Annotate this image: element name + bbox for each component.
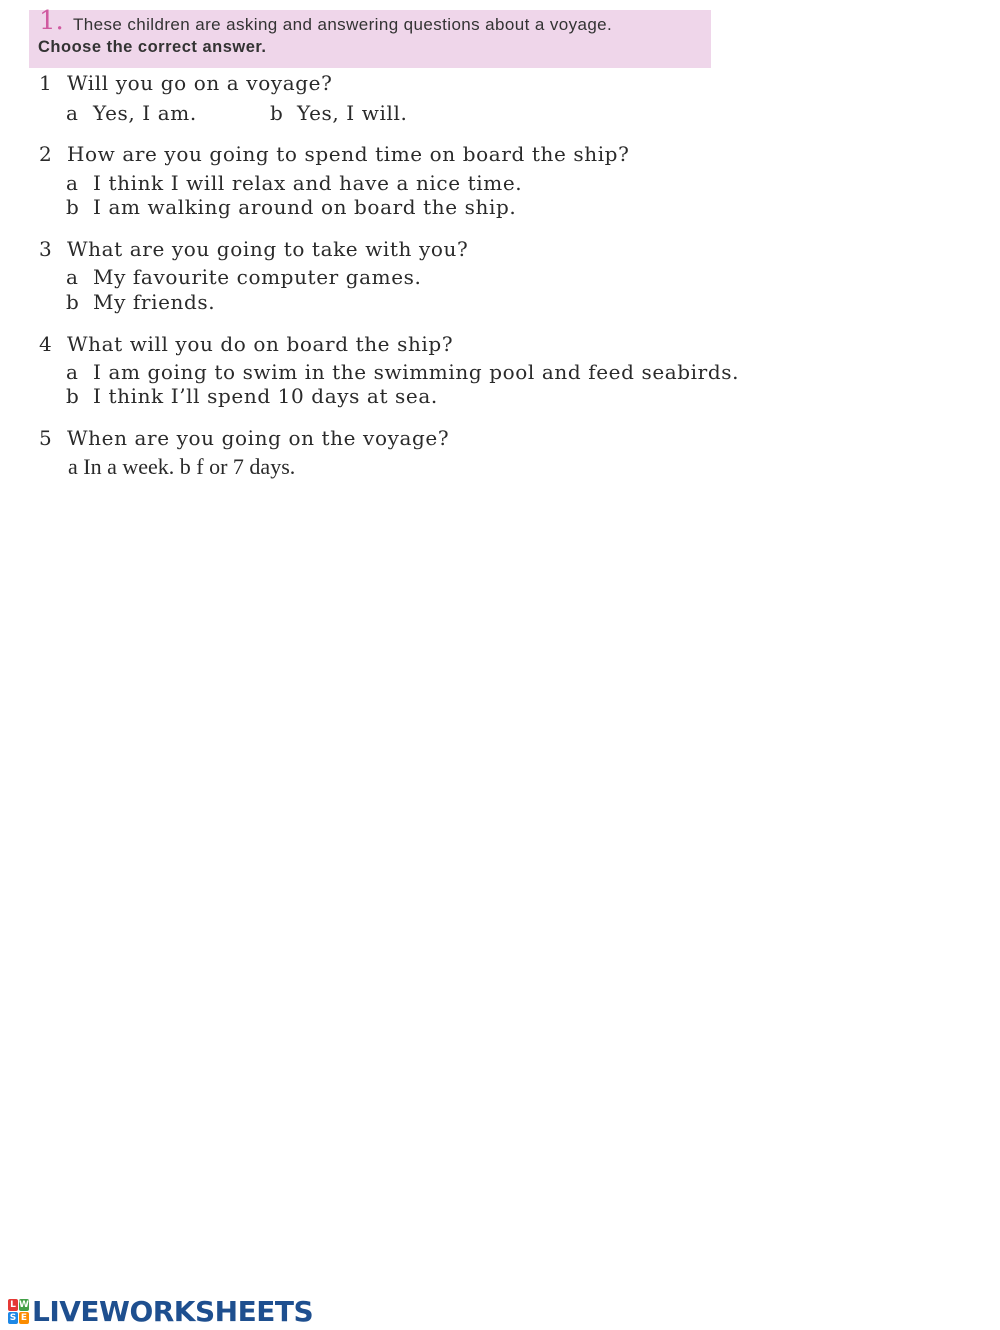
option-letter: a — [66, 360, 79, 384]
question-3-option-a[interactable] — [66, 265, 422, 289]
option-text: Yes, I am. — [93, 101, 197, 125]
question-number: 1 — [39, 71, 53, 95]
question-5-options[interactable]: a In a week. b f or 7 days. — [68, 454, 296, 479]
question-number: 5 — [39, 426, 53, 450]
instruction-text: These children are asking and answering questions about a voyage. — [73, 15, 613, 34]
liveworksheets-logo — [8, 1294, 313, 1328]
option-letter: b — [66, 290, 80, 314]
option-letter: b — [270, 101, 284, 125]
question-text: How are you going to spend time on board the ship? — [67, 142, 630, 166]
question-text: When are you going on the voyage? — [67, 426, 450, 450]
question-3 — [39, 237, 468, 261]
question-number: 3 — [39, 237, 53, 261]
option-text: I am going to swim in the swimming pool and feed seabirds. — [93, 360, 740, 384]
option-letter: a — [66, 171, 79, 195]
instruction-header — [29, 6, 711, 68]
question-number: 4 — [39, 332, 53, 356]
option-text: My favourite computer games. — [93, 265, 422, 289]
option-letter: b — [66, 384, 80, 408]
option-text: I am walking around on board the ship. — [93, 195, 517, 219]
question-text: What will you do on board the ship? — [67, 332, 454, 356]
brand-name: LIVEWORKSHEETS — [32, 1294, 314, 1328]
logo-grid-icon: L W S E — [9, 1299, 29, 1323]
question-4-option-b[interactable] — [66, 384, 438, 408]
question-2-option-a[interactable] — [66, 171, 522, 195]
option-text: Yes, I will. — [297, 101, 408, 125]
question-text: Will you go on a voyage? — [67, 71, 333, 95]
option-text: I think I will relax and have a nice time. — [93, 171, 523, 195]
question-text: What are you going to take with you? — [67, 237, 469, 261]
option-letter: a — [66, 265, 79, 289]
question-1-option-b[interactable] — [270, 101, 407, 125]
option-letter: a — [66, 101, 79, 125]
exercise-number: 1. — [39, 6, 64, 36]
question-1-option-a[interactable] — [66, 101, 197, 125]
question-4 — [39, 332, 453, 356]
question-5 — [39, 426, 449, 450]
question-3-option-b[interactable] — [66, 290, 215, 314]
question-number: 2 — [39, 142, 53, 166]
option-letter: b — [66, 195, 80, 219]
instruction-task: Choose the correct answer. — [38, 38, 267, 56]
question-2 — [39, 142, 629, 166]
option-text: My friends. — [93, 290, 216, 314]
option-text: I think I’ll spend 10 days at sea. — [93, 384, 438, 408]
question-4-option-a[interactable] — [66, 360, 739, 384]
question-2-option-b[interactable] — [66, 195, 516, 219]
question-1 — [39, 71, 332, 95]
